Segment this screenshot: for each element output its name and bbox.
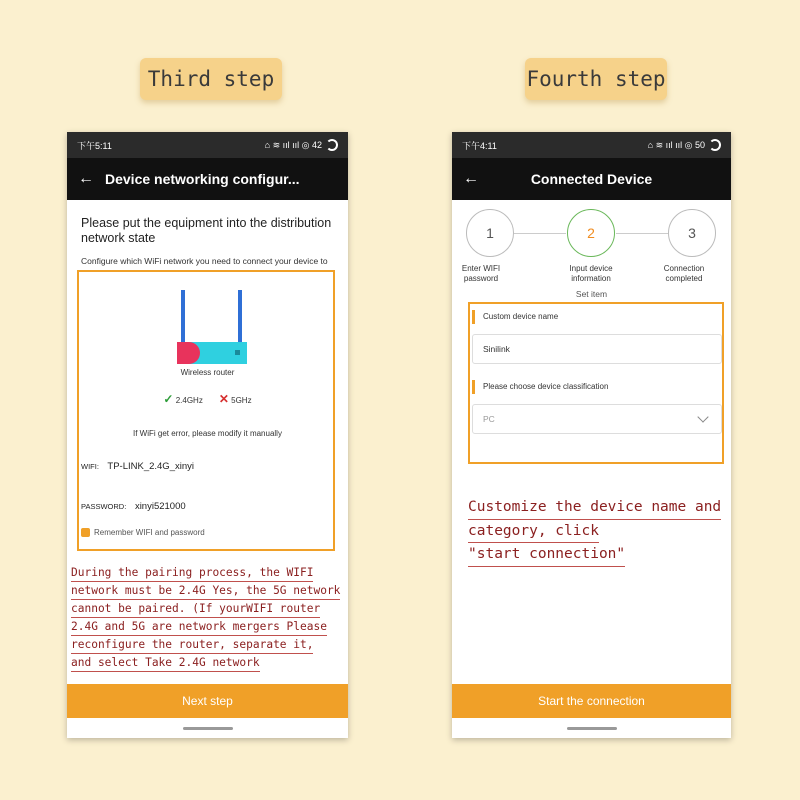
page-title: Device networking configur... bbox=[105, 171, 300, 187]
note-line: category, click bbox=[468, 520, 599, 544]
step-circle-2: 2 bbox=[567, 209, 615, 257]
page-title: Connected Device bbox=[530, 171, 653, 187]
back-arrow-icon[interactable]: ← bbox=[78, 170, 94, 187]
remember-checkbox[interactable] bbox=[81, 528, 90, 537]
note-line: "start connection" bbox=[468, 543, 625, 567]
step-caption-2: Input device information bbox=[569, 264, 613, 283]
home-indicator[interactable] bbox=[567, 727, 617, 730]
step-circle-1: 1 bbox=[466, 209, 514, 257]
wifi-field[interactable] bbox=[81, 461, 194, 472]
password-label: PASSWORD: bbox=[81, 502, 127, 511]
fourth-step-label: Fourth step bbox=[525, 58, 667, 100]
wifi-value[interactable]: TP-LINK_2.4G_xinyi bbox=[107, 461, 194, 472]
status-bar bbox=[67, 132, 348, 158]
title-bar bbox=[452, 158, 731, 200]
step-caption-3: Connection completed bbox=[663, 264, 705, 283]
band-support bbox=[67, 392, 348, 406]
password-value[interactable]: xinyi521000 bbox=[134, 501, 186, 512]
router-icon bbox=[177, 290, 247, 366]
chevron-down-icon bbox=[697, 411, 708, 422]
status-time: 下午4:11 bbox=[462, 140, 497, 151]
pairing-note bbox=[71, 564, 348, 672]
device-class-label: Please choose device classification bbox=[472, 380, 608, 394]
phone-screen-right bbox=[452, 132, 731, 738]
remember-option[interactable] bbox=[81, 528, 205, 537]
note-line: Customize the device name and bbox=[468, 496, 721, 520]
battery-icon bbox=[326, 139, 338, 151]
device-name-label: Custom device name bbox=[472, 310, 558, 324]
instruction-subtext: Configure which WiFi network you need to connect your device to bbox=[81, 256, 328, 266]
wifi-label: WIFI: bbox=[81, 462, 99, 471]
note-line: and select Take 2.4G network bbox=[71, 654, 260, 672]
wifi-hint: If WiFi get error, please modify it manually bbox=[133, 429, 282, 438]
back-arrow-icon[interactable]: ← bbox=[463, 170, 479, 187]
check-icon: ✓ bbox=[163, 392, 174, 406]
band-2g: 2.4GHz bbox=[175, 396, 203, 405]
band-5g: 5GHz bbox=[231, 396, 252, 405]
battery-icon bbox=[709, 139, 721, 151]
router-label: Wireless router bbox=[180, 368, 235, 377]
step-circle-3: 3 bbox=[668, 209, 716, 257]
status-icons: ⌂ ≋ ııl ııl ◎ 50 bbox=[647, 139, 705, 150]
device-class-select[interactable] bbox=[472, 404, 722, 434]
instruction-heading: Please put the equipment into the distribution network state bbox=[81, 216, 332, 245]
status-icons: ⌂ ≋ ııl ııl ◎ 42 bbox=[264, 139, 322, 150]
note-line: cannot be paired. (If yourWIFI router bbox=[71, 600, 320, 618]
remember-label: Remember WIFI and password bbox=[94, 528, 205, 537]
step-caption-1: Enter WIFI password bbox=[461, 264, 501, 283]
device-name-input[interactable]: Sinilink bbox=[472, 334, 722, 364]
start-connection-button[interactable]: Start the connection bbox=[452, 684, 731, 718]
note-line: network must be 2.4G Yes, the 5G network bbox=[71, 582, 340, 600]
password-field[interactable] bbox=[81, 501, 186, 512]
customize-note bbox=[468, 496, 728, 567]
title-bar bbox=[67, 158, 348, 200]
status-bar bbox=[452, 132, 731, 158]
phone-screen-left bbox=[67, 132, 348, 738]
note-line: During the pairing process, the WIFI bbox=[71, 564, 313, 582]
set-item-label: Set item bbox=[575, 289, 608, 299]
next-step-button[interactable]: Next step bbox=[67, 684, 348, 718]
third-step-label: Third step bbox=[140, 58, 282, 100]
note-line: reconfigure the router, separate it, bbox=[71, 636, 313, 654]
device-class-value: PC bbox=[483, 414, 495, 424]
note-line: 2.4G and 5G are network mergers Please bbox=[71, 618, 327, 636]
cross-icon: ✕ bbox=[218, 392, 229, 406]
home-indicator[interactable] bbox=[183, 727, 233, 730]
progress-stepper bbox=[452, 209, 731, 289]
status-time: 下午5:11 bbox=[77, 140, 112, 151]
